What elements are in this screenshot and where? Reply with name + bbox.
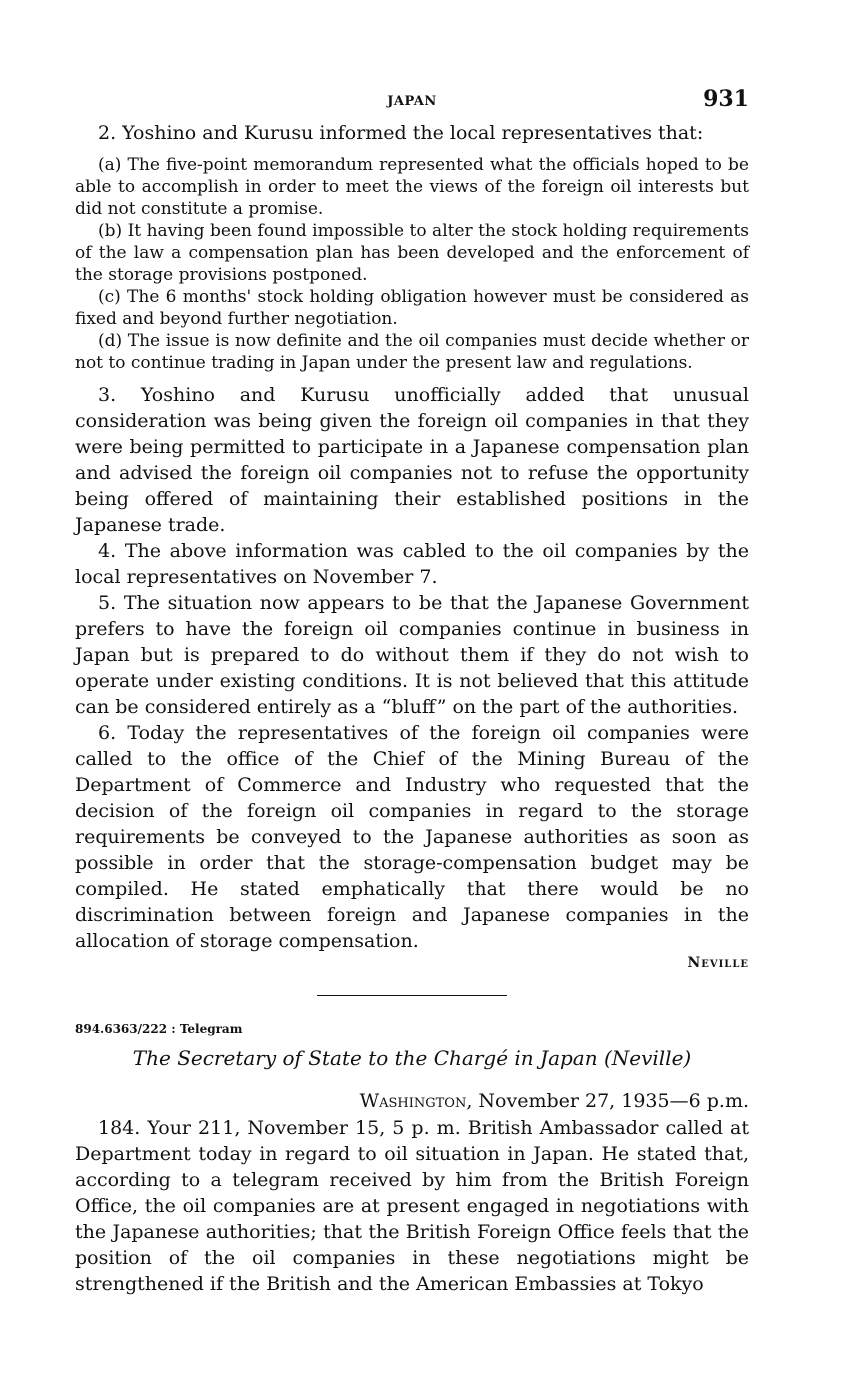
section-divider bbox=[317, 995, 507, 996]
document-title: The Secretary of State to the Chargé in Japan (Neville) bbox=[132, 1046, 692, 1070]
sub-item-d: (d) The issue is now definite and the oil companies must decide whether or not to continue trading in Japan under the present law and regulations. bbox=[75, 331, 749, 373]
running-head: JAPAN bbox=[387, 94, 437, 109]
sub-item-b: (b) It having been found impossible to alter the stock holding requirements of the law a compensation plan has been developed and the enforcement of the storage provisions postponed. bbox=[75, 221, 749, 285]
dateline-date: November 27, 1935—6 p.m. bbox=[472, 1090, 749, 1112]
paragraph-6: 6. Today the representatives of the foreign oil companies were called to the office of the Chief of the Mining Bureau of the Department of Commerce and Industry who requested that the decision of the foreign oil companies in regard to the storage requirements be conveyed to the Japanese authorities as soon as possible in order that the storage-compensation budget may be compiled. He stated emphatically that there would be no discrimination between foreign and Japanese companies in the allocation of storage compensation. bbox=[75, 722, 749, 952]
dateline bbox=[75, 1090, 749, 1112]
sub-item-a: (a) The five-point memorandum represented what the officials hoped to be able to accomplish in order to meet the views of the foreign oil interests but did not constitute a promise. bbox=[75, 155, 749, 219]
paragraph-5: 5. The situation now appears to be that the Japanese Government prefers to have the foreign oil companies continue in business in Japan but is prepared to do without them if they do not wish to operate under existing conditions. It is not believed that this attitude can be considered entirely as a “bluff” on the part of the authorities. bbox=[75, 592, 749, 718]
page-header bbox=[75, 86, 749, 120]
signature: Neville bbox=[687, 955, 749, 971]
file-reference: 894.6363/222 : Telegram bbox=[75, 1022, 243, 1036]
sub-items-list bbox=[75, 154, 749, 374]
sub-item-c: (c) The 6 months' stock holding obligation however must be considered as fixed and beyond further negotiation. bbox=[75, 287, 749, 329]
paragraph-3: 3. Yoshino and Kurusu unofficially added that unusual consideration was being given the foreign oil companies in that they were being permitted to participate in a Japanese compensation plan and advised the foreign oil companies not to refuse the opportunity being offered of maintaining their established positions in the Japanese trade. bbox=[75, 384, 749, 536]
page-number: 931 bbox=[703, 86, 749, 112]
document-page bbox=[75, 86, 749, 1297]
dateline-place: Washington, bbox=[359, 1090, 473, 1112]
paragraph-184: 184. Your 211, November 15, 5 p. m. British Ambassador called at Department today in regard to oil situation in Japan. He stated that, according to a telegram received by him from the British Foreign Office, the oil companies are at present engaged in negotiations with the Japanese authorities; that the British Foreign Office feels that the position of the oil companies in these negotiations might be strengthened if the British and the American Embassies at Tokyo bbox=[75, 1117, 749, 1295]
paragraph-2: 2. Yoshino and Kurusu informed the local representatives that: bbox=[98, 122, 704, 144]
paragraph-4: 4. The above information was cabled to the oil companies by the local representatives on November 7. bbox=[75, 540, 749, 588]
